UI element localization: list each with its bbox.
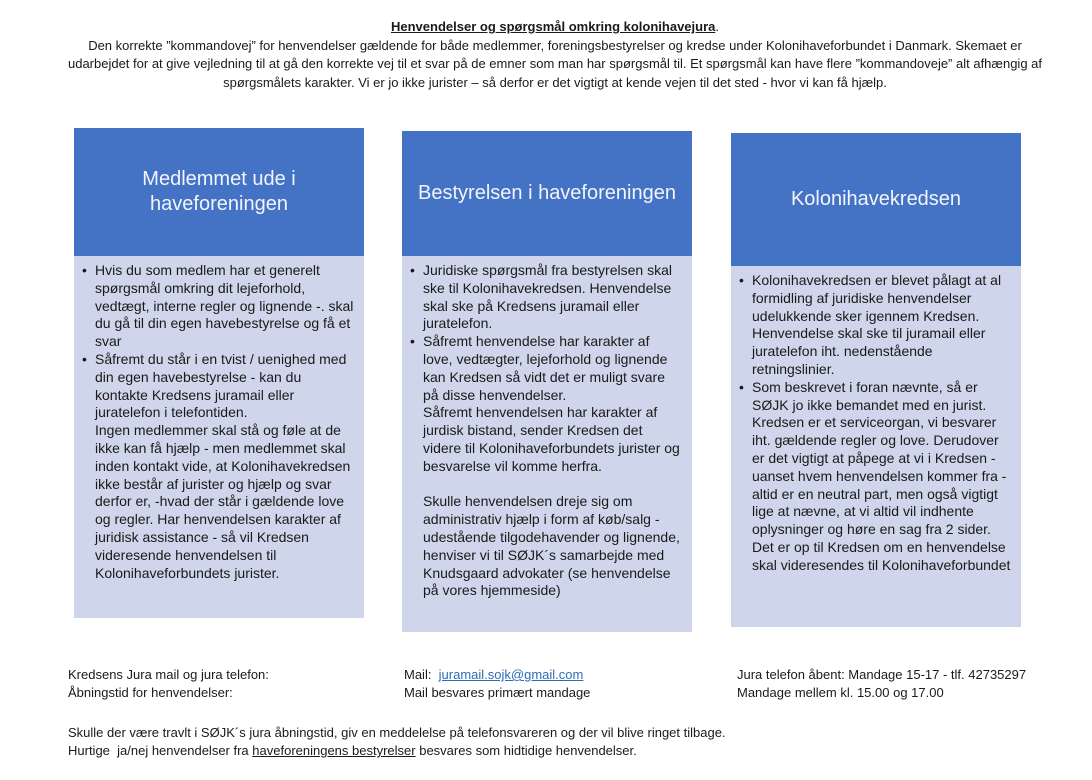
footer-notes (68, 724, 726, 760)
hours-label: Åbningstid for henvendelser: (68, 685, 233, 700)
bullet-list (410, 262, 682, 600)
contact-label: Kredsens Jura mail og jura telefon: (68, 667, 269, 682)
mail-info (404, 666, 590, 702)
mail-line: Mail: juramail.sojk@gmail.com (404, 667, 584, 682)
bullet-item: • Kolonihavekredsen er blevet pålagt at al formidling af juridiske henvendelser udelukkende sker igennem Kredsen. Henvendelse skal ske til juramail eller juratelefon iht. nedenstående retningslinier. (739, 272, 1011, 379)
mail-hours: Mail besvares primært mandage (404, 685, 591, 700)
bullet-item: • Såfremt du står i en tvist / uenighed med din egen havebestyrelse - kan du kontakte Kredsens juramail eller juratelefon i telefontiden. Ingen medlemmer skal stå og føle at de ikke kan få hjælp - men medlemmet skal inden kontakt vide, at Kolonihavekredsen ikke består af jurister og hjælp og svar derfor er, -hvad der står i gældende love og regler. Har henvendelsen karakter af juridisk assistance - så vil Kredsen videresende henvendelsen til Kolonihaveforbundets jurister. (82, 351, 354, 582)
column-heading: Medlemmet ude i haveforeningen (74, 128, 364, 256)
email-link[interactable]: juramail.sojk@gmail.com (438, 667, 584, 682)
phone-line: Jura telefon åbent: Mandage 15-17 - tlf. 42735297 (737, 667, 1027, 682)
continuation-text: Ingen medlemmer skal stå og føle at de ikke kan få hjælp - men medlemmet skal inden kontakt vide, at Kolonihavekredsen ikke består af jurister og hjælp og svar derfor er, -hvad der står i gældende love og regler. Har henvendelsen karakter af juridisk assistance - så vil Kredsen videresende henvendelsen til Kolonihaveforbundets jurister. (95, 422, 351, 581)
footer-line-1: Skulle der være travlt i SØJK´s jura åbningstid, giv en meddelelse på telefonsvareren og der vil blive ringet tilbage. (68, 725, 726, 740)
bullet-list (82, 262, 354, 582)
column-district (731, 133, 1021, 627)
intro-paragraph: Den korrekte ”kommandovej” for henvendelser gældende for både medlemmer, foreningsbestyrelser og kredse under Kolonihaveforbundet i Danmark. Skemaet er udarbejdet for at give vejledning til at gå den korrekte vej til et svar på de emner som man har spørgsmål til. Et spørgsmål kan have flere ”kommandoveje” alt afhængig af spørgsmålets karakter. Vi er jo ikke jurister – så derfor er det vigtigt at kende vejen til det sted - hvor vi kan få hjælp. (67, 37, 1043, 90)
column-board (402, 131, 692, 632)
column-heading: Bestyrelsen i haveforeningen (402, 131, 692, 256)
bullet-item: • Hvis du som medlem har et generelt spørgsmål omkring dit lejeforhold, vedtægt, interne regler og lignende -. skal du gå til din egen havebestyrelse og få et svar (82, 262, 354, 351)
column-member (74, 128, 364, 618)
bullet-item: • Juridiske spørgsmål fra bestyrelsen skal ske til Kolonihavekredsen. Henvendelse skal ske på Kredsens juramail eller juratelefon. (410, 262, 682, 333)
column-heading: Kolonihavekredsen (731, 133, 1021, 266)
intro-section (60, 18, 1050, 92)
bullet-item: • Såfremt henvendelse har karakter af love, vedtægter, lejeforhold og lignende kan Kredsen så vidt det er muligt svare på disse henvendelser. Såfremt henvendelsen har karakter af jurdisk bistand, sender Kredsen det videre til Kolonihaveforbundets jurister og besvarelse vil komme herfra. Skulle henvendelsen dreje sig om administrativ hjælp i form af køb/salg - udestående tilgodehavender og lignende, henviser vi til SØJK´s samarbejde med Knudsgaard advokater (se henvendelse på vores hjemmeside) (410, 333, 682, 600)
column-body (402, 256, 692, 632)
continuation-text: Såfremt henvendelsen har karakter af jurdisk bistand, sender Kredsen det videre til Kolonihaveforbundets jurister og besvarelse vil komme herfra. (423, 404, 680, 474)
contact-labels (68, 666, 269, 702)
continuation-text: Skulle henvendelsen dreje sig om administrativ hjælp i form af køb/salg - udestående tilgodehavender og lignende, henviser vi til SØJK´s samarbejde med Knudsgaard advokater (se henvendelse på vores hjemmeside) (423, 493, 680, 599)
bullet-list (739, 272, 1011, 575)
column-body (731, 266, 1021, 627)
column-body (74, 256, 364, 618)
bullet-item: • Som beskrevet i foran nævnte, så er SØJK jo ikke bemandet med en jurist. Kredsen er et serviceorgan, vi besvarer iht. gældende regler og love. Derudover er det vigtigt at påpege at vi i Kredsen - uanset hvem henvendelsen kommer fra - altid er en neutral part, men også vigtigt lige at nævne, at vi altid vil indhente oplysninger og høre en sag fra 2 sider. Det er op til Kredsen om en henvendelse skal videresendes til Kolonihaveforbundet (739, 379, 1011, 575)
phone-hours: Mandage mellem kl. 15.00 og 17.00 (737, 685, 944, 700)
document-title: Henvendelser og spørgsmål omkring kolonihavejura. (391, 19, 719, 34)
footer-line-2: Hurtige ja/nej henvendelser fra haveforeningens bestyrelser besvares som hidtidige henvendelser. (68, 743, 637, 758)
phone-info (737, 666, 1026, 702)
